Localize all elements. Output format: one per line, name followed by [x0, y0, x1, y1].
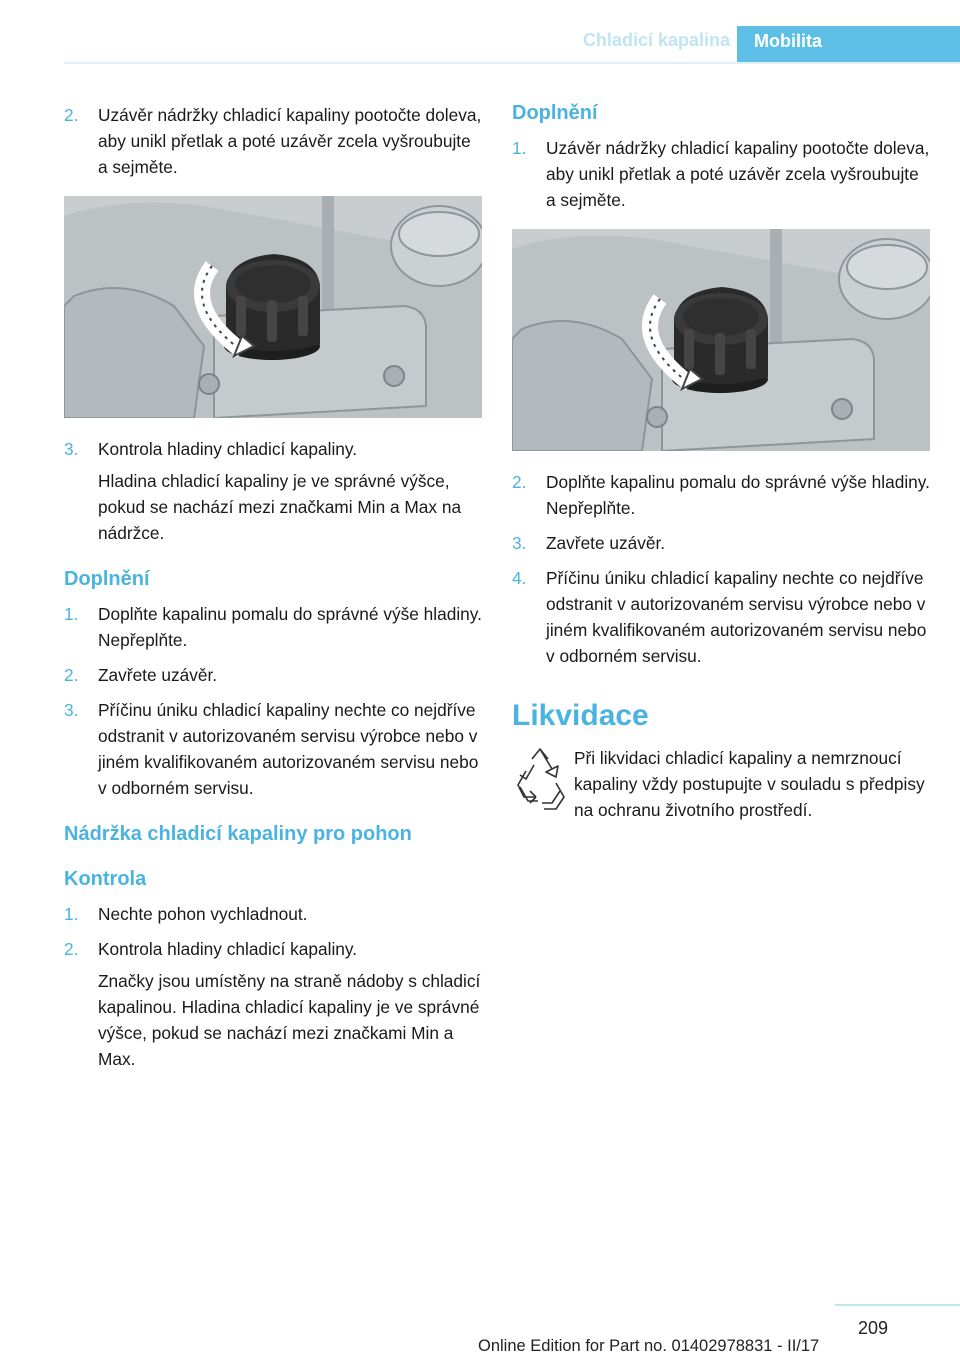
step-number: 2.	[64, 939, 79, 959]
left-refill-step-1	[64, 601, 484, 653]
step-paragraph: Značky jsou umístěny na straně nádoby s chladicí kapalinou. Hladina chladicí kapaliny je ve správné výšce, pokud se nachází mezi značkami Min a Max.	[98, 971, 481, 1069]
step-text: Nechte pohon vychladnout.	[98, 904, 308, 924]
step-number: 3.	[64, 439, 79, 459]
step-number: 1.	[64, 604, 79, 624]
step-number: 2.	[64, 665, 79, 685]
step-number: 3.	[512, 533, 527, 553]
right-step-3	[512, 530, 932, 556]
header-section-title: Chladicí kapalina	[582, 30, 730, 50]
right-step-1	[512, 135, 932, 213]
step-number: 2.	[64, 105, 79, 125]
step-text: Uzávěr nádržky chladicí kapaliny pootočte doleva, aby unikl přetlak a poté uzávěr zcela vyšroubujte a sejměte.	[98, 105, 482, 177]
left-refill-step-3	[64, 697, 484, 801]
right-column	[512, 102, 932, 823]
left-check-step-2	[64, 936, 484, 1072]
left-step-3	[64, 436, 484, 546]
disposal-note	[512, 745, 932, 823]
disposal-heading: Likvidace	[512, 699, 649, 732]
step-text: Kontrola hladiny chladicí kapaliny.	[98, 939, 358, 959]
step-text: Zavřete uzávěr.	[546, 533, 666, 553]
refill-heading: Doplnění	[64, 568, 150, 590]
step-text: Zavřete uzávěr.	[98, 665, 218, 685]
edition-note: Online Edition for Part no. 01402978831 - II/17	[478, 1337, 820, 1355]
step-number: 3.	[64, 700, 79, 720]
refill-heading: Doplnění	[512, 102, 598, 124]
left-step-2	[64, 102, 484, 180]
step-text: Kontrola hladiny chladicí kapaliny.	[98, 439, 358, 459]
step-text: Doplňte kapalinu pomalu do správné výše hladiny. Nepřeplňte.	[98, 604, 482, 650]
left-check-step-1	[64, 901, 484, 927]
step-number: 4.	[512, 568, 527, 588]
page-number: 209	[858, 1318, 889, 1338]
step-paragraph: Hladina chladicí kapaliny je ve správné výšce, pokud se nachází mezi značkami Min a Max na nádržce.	[98, 471, 462, 543]
left-refill-step-2	[64, 662, 484, 688]
header-rule	[64, 62, 960, 64]
left-column	[64, 102, 484, 1081]
right-step-2	[512, 469, 932, 521]
cap-rotate-illustration	[512, 229, 930, 451]
disposal-text: Při likvidaci chladicí kapaliny a nemrznoucí kapaliny vždy postupujte v souladu s předpisy na ochranu životního prostředí.	[574, 748, 925, 820]
step-text: Příčinu úniku chladicí kapaliny nechte co nejdříve odstranit v autorizovaném servisu výrobce nebo v jiném kvalifikovaném autorizovaném servisu nebo v odborném servisu.	[546, 568, 927, 666]
header-tab-mobility[interactable]: Mobilita	[737, 26, 960, 62]
step-number: 2.	[512, 472, 527, 492]
check-heading: Kontrola	[64, 868, 147, 890]
step-text: Příčinu úniku chladicí kapaliny nechte co nejdříve odstranit v autorizovaném servisu výrobce nebo v jiném kvalifikovaném autorizovaném servisu nebo v odborném servisu.	[98, 700, 479, 798]
footer-rule	[835, 1304, 960, 1306]
right-step-4	[512, 565, 932, 669]
recycle-icon	[512, 745, 568, 821]
step-text: Doplňte kapalinu pomalu do správné výše hladiny. Nepřeplňte.	[546, 472, 930, 518]
drive-reservoir-heading: Nádržka chladicí kapaliny pro pohon	[64, 823, 412, 845]
step-text: Uzávěr nádržky chladicí kapaliny pootočte doleva, aby unikl přetlak a poté uzávěr zcela vyšroubujte a sejměte.	[546, 138, 930, 210]
cap-rotate-illustration	[64, 196, 482, 418]
step-number: 1.	[512, 138, 527, 158]
step-number: 1.	[64, 904, 79, 924]
